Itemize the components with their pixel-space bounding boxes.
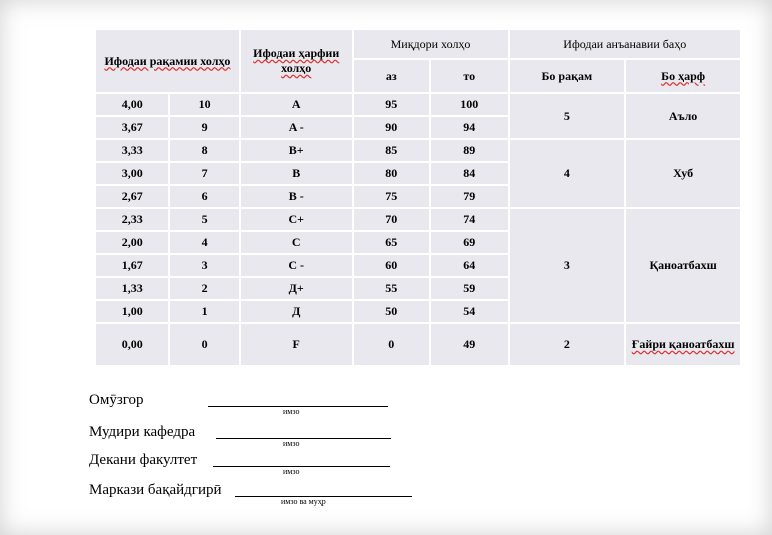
- trad-word-4: Хуб: [626, 140, 740, 207]
- header-digital: Ифодаи рақамии холҳо: [96, 30, 239, 92]
- table-row: 0,00 0 F 0 49 2 Ғайри қаноатбахш: [96, 324, 740, 365]
- signature-line: [216, 438, 391, 439]
- table-row: 2,33 5 C+ 70 74 3 Қаноатбахш: [96, 209, 740, 230]
- trad-word-2: Ғайри қаноатбахш: [626, 324, 740, 365]
- trad-number-3: 3: [510, 209, 625, 322]
- header-trad-letter: Бо ҳарф: [626, 60, 740, 92]
- table-row: 3,00 7 B 80 84: [96, 163, 740, 184]
- trad-number-5: 5: [510, 94, 625, 138]
- grading-scale-table: [94, 28, 742, 367]
- table-row: 1,00 1 Д 50 54: [96, 301, 740, 322]
- signature-line: [213, 466, 390, 467]
- table-row: 2,67 6 B - 75 79: [96, 186, 740, 207]
- table-row: 3,33 8 B+ 85 89 4 Хуб: [96, 140, 740, 161]
- header-traditional: Ифодаи анъанавии баҳо: [510, 30, 741, 58]
- table-row: 4,00 10 A 95 100 5 Аъло: [96, 94, 740, 115]
- trad-number-2: 2: [510, 324, 625, 365]
- trad-word-5: Аъло: [626, 94, 740, 138]
- trad-word-3: Қаноатбахш: [626, 209, 740, 322]
- table-row: 1,33 2 Д+ 55 59: [96, 278, 740, 299]
- table-row: 2,00 4 C 65 69: [96, 232, 740, 253]
- table-row: 1,67 3 C - 60 64: [96, 255, 740, 276]
- header-points: Миқдори холҳо: [354, 30, 508, 58]
- header-letter: Ифодаи ҳарфии холҳо: [241, 30, 352, 92]
- table-row: 3,67 9 A - 90 94: [96, 117, 740, 138]
- trad-number-4: 4: [510, 140, 625, 207]
- header-points-from: аз: [354, 60, 429, 92]
- header-points-to: то: [431, 60, 507, 92]
- header-trad-number: Бо рақам: [510, 60, 625, 92]
